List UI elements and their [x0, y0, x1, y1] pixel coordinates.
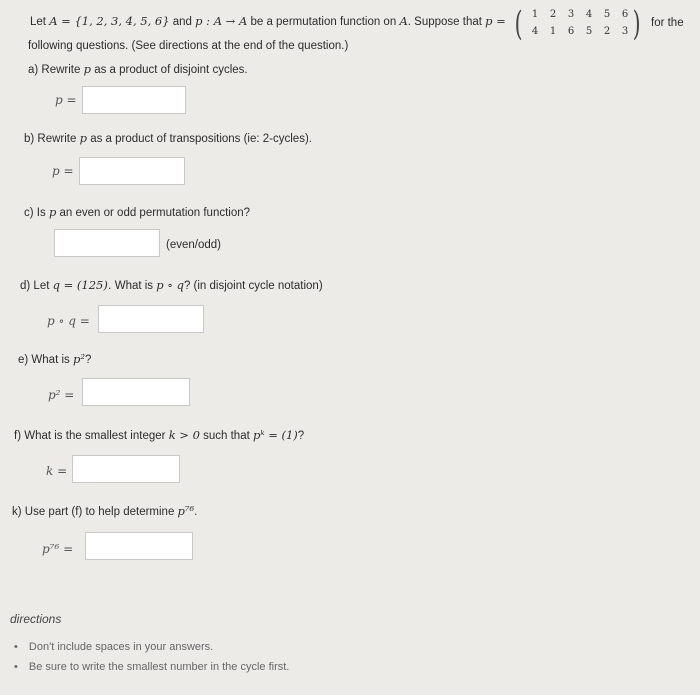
question-a-var: p — [83, 62, 91, 76]
directions-title: directions — [10, 612, 62, 626]
question-a — [28, 62, 248, 76]
matrix-bottom-cell: 4 — [531, 26, 539, 37]
question-d-prefix: d) Let — [20, 280, 50, 292]
question-a-suffix: as a product of disjoint cycles. — [94, 64, 248, 76]
question-b-suffix: as a product of transpositions (ie: 2-cycles). — [90, 133, 312, 145]
directions-item-text: Don't include spaces in your answers. — [28, 641, 214, 653]
matrix-bottom-cell: 1 — [549, 26, 557, 37]
matrix-bottom-cell: 6 — [567, 26, 575, 37]
set-name: A — [399, 14, 408, 28]
question-d-mid: What is — [114, 280, 154, 292]
matrix-top-cell: 4 — [585, 9, 593, 20]
question-b — [24, 131, 312, 145]
question-c-prefix: c) Is — [24, 207, 46, 219]
intro-suffix: for the — [651, 17, 684, 29]
permutation-matrix — [514, 4, 646, 44]
bullet-icon: • — [14, 661, 18, 673]
question-b-prefix: b) Rewrite — [24, 133, 77, 145]
answer-e-input[interactable] — [82, 378, 190, 406]
intro-prefix: Let — [30, 16, 46, 28]
p-mapping: p : A → A — [195, 14, 248, 28]
matrix-top-cell: 3 — [567, 9, 575, 20]
directions-item — [14, 641, 213, 653]
question-f-mid: such that — [203, 430, 250, 442]
matrix-top-cell: 2 — [549, 9, 557, 20]
question-d-suffix: ? (in disjoint cycle notation) — [183, 280, 323, 292]
answer-d-label: p ∘ q = — [47, 314, 90, 328]
answer-k-label: p⁷⁶ = — [42, 542, 74, 556]
question-c-var: p — [48, 205, 57, 219]
matrix-top-cell: 5 — [603, 9, 611, 20]
bullet-icon: • — [14, 641, 18, 653]
question-a-prefix: a) Rewrite — [28, 64, 81, 76]
question-k-prefix: k) Use part (f) to help determine — [12, 506, 175, 518]
right-paren: ) — [632, 4, 641, 44]
answer-e-label: p² = — [48, 388, 75, 402]
question-d — [20, 278, 323, 292]
matrix-top-cell: 1 — [531, 9, 539, 20]
question-e — [18, 352, 91, 366]
intro-line-2: following questions. (See directions at the end of the question.) — [28, 40, 349, 52]
question-b-var: p — [79, 131, 87, 145]
question-f — [14, 428, 304, 442]
question-c — [24, 205, 250, 219]
question-d-expr: p ∘ q — [156, 278, 184, 292]
answer-c-hint: (even/odd) — [166, 239, 221, 251]
question-e-expr: p² — [72, 352, 85, 366]
answer-a-input[interactable] — [82, 86, 186, 114]
set-definition: A = {1, 2, 3, 4, 5, 6} — [49, 14, 170, 28]
question-k-suffix: . — [194, 506, 198, 518]
intro-suppose: Suppose that — [414, 16, 482, 28]
answer-d-input[interactable] — [98, 305, 204, 333]
answer-b-label: p = — [52, 164, 74, 178]
p-equals: p = — [485, 14, 506, 28]
question-c-suffix: an even or odd permutation function? — [59, 207, 251, 219]
intro-line: Let A = {1, 2, 3, 4, 5, 6} and p : A → A be a permutation function on A. Suppose that p = — [30, 14, 506, 28]
answer-f-input[interactable] — [72, 455, 180, 483]
left-paren: ( — [514, 4, 523, 44]
question-f-expr: pᵏ = (1) — [253, 428, 298, 442]
answer-c-input[interactable] — [54, 229, 160, 257]
question-e-prefix: e) What is — [18, 354, 70, 366]
intro-and: and — [172, 16, 192, 28]
answer-a-label: p = — [55, 93, 77, 107]
matrix-bottom-cell: 2 — [603, 26, 611, 37]
matrix-bottom-cell: 3 — [621, 26, 629, 37]
question-d-qdef: q = (125). — [52, 278, 112, 292]
answer-b-input[interactable] — [79, 157, 185, 185]
question-f-prefix: f) What is the smallest integer — [14, 430, 166, 442]
question-e-suffix: ? — [84, 354, 92, 366]
question-f-cond: k > 0 — [168, 428, 200, 442]
question-k-expr: p⁷⁶ — [177, 504, 195, 518]
answer-f-label: k = — [46, 464, 68, 478]
directions-item-text: Be sure to write the smallest number in the cycle first. — [28, 661, 290, 673]
intro-text: be a permutation function on — [250, 16, 397, 28]
question-f-suffix: ? — [297, 430, 305, 442]
answer-k-input[interactable] — [85, 532, 193, 560]
question-k — [12, 504, 197, 518]
matrix-bottom-cell: 5 — [585, 26, 593, 37]
directions-item — [14, 661, 289, 673]
matrix-top-cell: 6 — [621, 9, 629, 20]
